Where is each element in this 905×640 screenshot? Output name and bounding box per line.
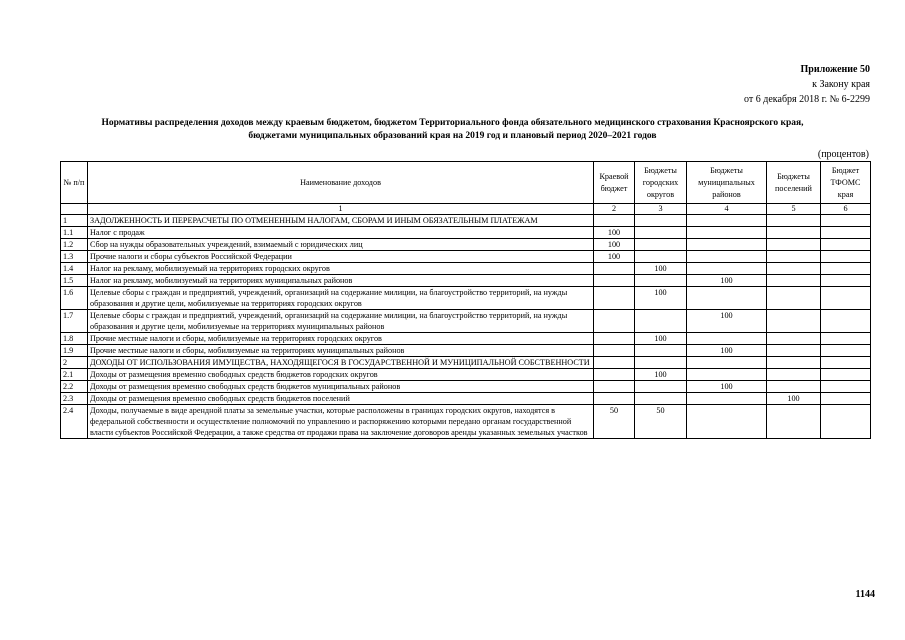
row-mun bbox=[687, 357, 767, 369]
row-mun bbox=[687, 239, 767, 251]
row-kraevoy: 50 bbox=[594, 405, 635, 439]
row-pos bbox=[767, 227, 821, 239]
row-number: 1.1 bbox=[61, 227, 88, 239]
appendix-law: к Закону края bbox=[812, 79, 870, 90]
row-kraevoy bbox=[594, 381, 635, 393]
row-name: Доходы, получаемые в виде арендной платы за земельные участки, которые расположены в границах городских округов, находятся в федеральной собственности и осуществление полномочий по управлению и распоряжению которыми передано органам государственной власти субъектов Российской Федерации, а также средства от продажи права на заключение договоров аренды указанных земельных участков bbox=[88, 405, 594, 439]
row-gorod bbox=[635, 381, 687, 393]
row-name: Сбор на нужды образовательных учреждений, взимаемый с юридических лиц bbox=[88, 239, 594, 251]
table-row bbox=[61, 227, 871, 239]
column-numbers-row bbox=[61, 204, 871, 215]
row-number: 2.4 bbox=[61, 405, 88, 439]
row-tfoms bbox=[821, 345, 871, 357]
header-num: № п/п bbox=[61, 162, 88, 204]
table-row bbox=[61, 381, 871, 393]
units-label: (процентов) bbox=[817, 149, 869, 160]
header-name: Наименование доходов bbox=[88, 162, 594, 204]
row-pos bbox=[767, 239, 821, 251]
row-number: 1 bbox=[61, 215, 88, 227]
colnum-6: 6 bbox=[821, 204, 871, 215]
row-tfoms bbox=[821, 239, 871, 251]
appendix-number: Приложение 50 bbox=[800, 64, 870, 75]
row-name: Налог на рекламу, мобилизуемый на территориях городских округов bbox=[88, 263, 594, 275]
row-number: 1.4 bbox=[61, 263, 88, 275]
row-number: 2 bbox=[61, 357, 88, 369]
row-name: Доходы от размещения временно свободных средств бюджетов муниципальных районов bbox=[88, 381, 594, 393]
row-mun bbox=[687, 251, 767, 263]
row-name: Целевые сборы с граждан и предприятий, учреждений, организаций на содержание милиции, на благоустройство территорий, на нужды образования и другие цели, мобилизуемые на территориях городских округов bbox=[88, 287, 594, 310]
row-number: 1.2 bbox=[61, 239, 88, 251]
appendix-block bbox=[744, 62, 870, 107]
row-tfoms bbox=[821, 275, 871, 287]
row-name: Доходы от размещения временно свободных средств бюджетов городских округов bbox=[88, 369, 594, 381]
header-gorod: Бюджеты городских округов bbox=[635, 162, 687, 204]
row-tfoms bbox=[821, 381, 871, 393]
table-row bbox=[61, 275, 871, 287]
header-mun: Бюджеты муниципальных районов bbox=[687, 162, 767, 204]
row-name: Налог на рекламу, мобилизуемый на территориях муниципальных районов bbox=[88, 275, 594, 287]
row-pos bbox=[767, 310, 821, 333]
title-line-2: бюджетами муниципальных образований края на 2019 год и плановый период 2020–2021 годов bbox=[248, 131, 657, 141]
row-number: 1.8 bbox=[61, 333, 88, 345]
row-pos bbox=[767, 357, 821, 369]
row-gorod bbox=[635, 227, 687, 239]
header-kraevoy: Краевой бюджет bbox=[594, 162, 635, 204]
row-number: 1.9 bbox=[61, 345, 88, 357]
row-kraevoy: 100 bbox=[594, 251, 635, 263]
row-kraevoy bbox=[594, 275, 635, 287]
page-number: 1144 bbox=[855, 589, 875, 600]
row-tfoms bbox=[821, 215, 871, 227]
row-number: 1.5 bbox=[61, 275, 88, 287]
row-gorod bbox=[635, 251, 687, 263]
row-number: 2.2 bbox=[61, 381, 88, 393]
row-gorod bbox=[635, 275, 687, 287]
row-name: Доходы от размещения временно свободных средств бюджетов поселений bbox=[88, 393, 594, 405]
row-kraevoy bbox=[594, 393, 635, 405]
row-pos bbox=[767, 251, 821, 263]
row-kraevoy bbox=[594, 369, 635, 381]
row-pos bbox=[767, 405, 821, 439]
row-pos bbox=[767, 215, 821, 227]
row-tfoms bbox=[821, 333, 871, 345]
row-mun: 100 bbox=[687, 275, 767, 287]
row-gorod: 100 bbox=[635, 287, 687, 310]
document-title bbox=[60, 117, 845, 143]
row-gorod bbox=[635, 310, 687, 333]
row-number: 1.7 bbox=[61, 310, 88, 333]
row-number: 1.6 bbox=[61, 287, 88, 310]
table-row bbox=[61, 215, 871, 227]
row-name: ДОХОДЫ ОТ ИСПОЛЬЗОВАНИЯ ИМУЩЕСТВА, НАХОДЯЩЕГОСЯ В ГОСУДАРСТВЕННОЙ И МУНИЦИПАЛЬНОЙ СОБСТВЕННОСТИ bbox=[88, 357, 594, 369]
row-gorod: 50 bbox=[635, 405, 687, 439]
row-pos bbox=[767, 333, 821, 345]
table-row bbox=[61, 287, 871, 310]
table-row bbox=[61, 239, 871, 251]
row-gorod: 100 bbox=[635, 263, 687, 275]
row-tfoms bbox=[821, 251, 871, 263]
row-pos bbox=[767, 381, 821, 393]
row-gorod bbox=[635, 345, 687, 357]
revenue-distribution-table bbox=[60, 161, 871, 439]
row-tfoms bbox=[821, 405, 871, 439]
row-mun: 100 bbox=[687, 381, 767, 393]
row-number: 2.1 bbox=[61, 369, 88, 381]
row-pos bbox=[767, 345, 821, 357]
row-gorod: 100 bbox=[635, 369, 687, 381]
row-pos bbox=[767, 263, 821, 275]
table-row bbox=[61, 263, 871, 275]
row-kraevoy: 100 bbox=[594, 239, 635, 251]
row-name: Целевые сборы с граждан и предприятий, учреждений, организаций на содержание милиции, на благоустройство территорий, на нужды образования и другие цели, мобилизуемые на территориях муниципальных районов bbox=[88, 310, 594, 333]
colnum-3: 3 bbox=[635, 204, 687, 215]
table-row bbox=[61, 369, 871, 381]
row-name: Налог с продаж bbox=[88, 227, 594, 239]
row-kraevoy bbox=[594, 357, 635, 369]
row-gorod bbox=[635, 393, 687, 405]
row-mun bbox=[687, 215, 767, 227]
row-tfoms bbox=[821, 263, 871, 275]
row-pos: 100 bbox=[767, 393, 821, 405]
appendix-date: от 6 декабря 2018 г. № 6-2299 bbox=[744, 94, 870, 105]
colnum-empty bbox=[61, 204, 88, 215]
row-tfoms bbox=[821, 227, 871, 239]
table-row bbox=[61, 333, 871, 345]
table-row bbox=[61, 345, 871, 357]
row-gorod bbox=[635, 357, 687, 369]
table-row bbox=[61, 251, 871, 263]
row-kraevoy bbox=[594, 310, 635, 333]
row-pos bbox=[767, 287, 821, 310]
row-name: Прочие местные налоги и сборы, мобилизуемые на территориях городских округов bbox=[88, 333, 594, 345]
row-kraevoy bbox=[594, 333, 635, 345]
row-mun: 100 bbox=[687, 345, 767, 357]
table-row bbox=[61, 357, 871, 369]
row-kraevoy bbox=[594, 287, 635, 310]
row-mun bbox=[687, 287, 767, 310]
row-kraevoy bbox=[594, 263, 635, 275]
row-gorod: 100 bbox=[635, 333, 687, 345]
row-name: ЗАДОЛЖЕННОСТЬ И ПЕРЕРАСЧЕТЫ ПО ОТМЕНЕННЫМ НАЛОГАМ, СБОРАМ И ИНЫМ ОБЯЗАТЕЛЬНЫМ ПЛАТЕЖАМ bbox=[88, 215, 594, 227]
row-pos bbox=[767, 369, 821, 381]
row-mun bbox=[687, 405, 767, 439]
row-kraevoy bbox=[594, 215, 635, 227]
row-number: 2.3 bbox=[61, 393, 88, 405]
row-number: 1.3 bbox=[61, 251, 88, 263]
row-gorod bbox=[635, 215, 687, 227]
row-mun: 100 bbox=[687, 310, 767, 333]
row-tfoms bbox=[821, 310, 871, 333]
table-row bbox=[61, 393, 871, 405]
row-mun bbox=[687, 333, 767, 345]
header-tfoms: Бюджет ТФОМС края bbox=[821, 162, 871, 204]
title-line-1: Нормативы распределения доходов между краевым бюджетом, бюджетом Территориального фонда обязательного медицинского страхования Красноярского края, bbox=[101, 118, 804, 128]
row-mun bbox=[687, 227, 767, 239]
row-name: Прочие местные налоги и сборы, мобилизуемые на территориях муниципальных районов bbox=[88, 345, 594, 357]
colnum-5: 5 bbox=[767, 204, 821, 215]
row-kraevoy bbox=[594, 345, 635, 357]
row-kraevoy: 100 bbox=[594, 227, 635, 239]
row-tfoms bbox=[821, 369, 871, 381]
row-tfoms bbox=[821, 357, 871, 369]
row-tfoms bbox=[821, 393, 871, 405]
header-pos: Бюджеты поселений bbox=[767, 162, 821, 204]
colnum-4: 4 bbox=[687, 204, 767, 215]
row-mun bbox=[687, 263, 767, 275]
table-row bbox=[61, 310, 871, 333]
row-mun bbox=[687, 369, 767, 381]
table-row bbox=[61, 405, 871, 439]
row-pos bbox=[767, 275, 821, 287]
row-mun bbox=[687, 393, 767, 405]
colnum-2: 2 bbox=[594, 204, 635, 215]
row-tfoms bbox=[821, 287, 871, 310]
row-gorod bbox=[635, 239, 687, 251]
colnum-1: 1 bbox=[88, 204, 594, 215]
row-name: Прочие налоги и сборы субъектов Российской Федерации bbox=[88, 251, 594, 263]
